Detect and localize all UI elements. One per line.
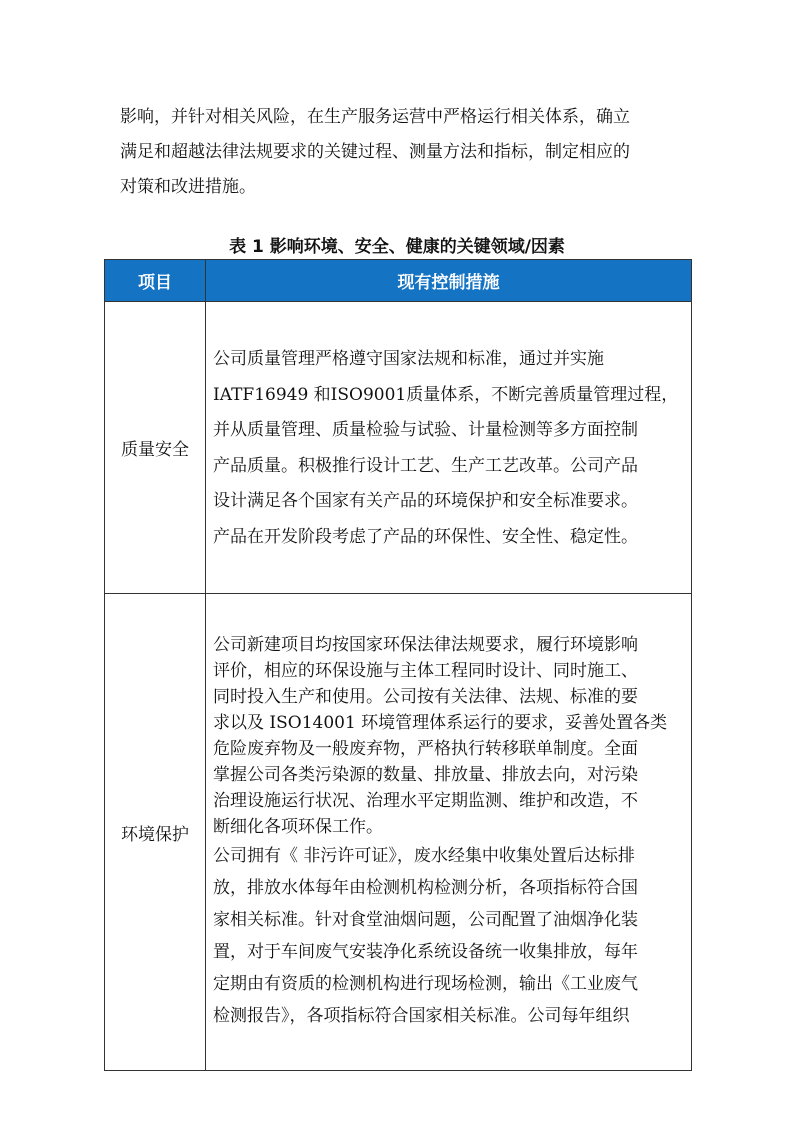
measures-paragraph-a xyxy=(213,632,684,840)
measure-line: 治理设施运行状况、治理水平定期监测、维护和改造，不 xyxy=(213,791,638,811)
header-measures: 现有控制措施 xyxy=(206,260,692,302)
measures-paragraph-b xyxy=(213,840,684,1032)
measure-line: 危险废弃物及一般废弃物，严格执行转移联单制度。全面 xyxy=(213,739,638,759)
table-header-row xyxy=(105,260,692,302)
measure-line: 公司新建项目均按国家环保法律法规要求，履行环境影响 xyxy=(213,635,638,655)
row-item-quality-safety: 质量安全 xyxy=(105,302,206,594)
table-caption: 表 1 影响环境、安全、健康的关键领域/因素 xyxy=(229,237,565,257)
table-row xyxy=(105,302,692,594)
measure-line: 定期由有资质的检测机构进行现场检测，输出《工业废气 xyxy=(213,974,638,994)
measure-line: 设计满足各个国家有关产品的环境保护和安全标准要求。 xyxy=(213,491,638,511)
measure-line: 产品在开发阶段考虑了产品的环保性、安全性、稳定性。 xyxy=(213,526,638,547)
key-areas-table xyxy=(104,259,692,1071)
measure-line: 并从质量管理、质量检验与试验、计量检测等多方面控制 xyxy=(213,420,638,440)
row-measures-environment xyxy=(206,594,692,1071)
header-item: 项目 xyxy=(105,260,206,302)
intro-line: 对策和改进措施。 xyxy=(120,177,256,197)
intro-paragraph xyxy=(120,100,690,205)
measure-line: 求以及 ISO14001 环境管理体系运行的要求，妥善处置各类 xyxy=(213,713,668,733)
measure-line: 放，排放水体每年由检测机构检测分析，各项指标符合国 xyxy=(213,878,638,898)
measure-line: 同时投入生产和使用。公司按有关法律、法规、标准的要 xyxy=(213,687,638,707)
intro-line: 影响，并针对相关风险，在生产服务运营中严格运行相关体系，确立 xyxy=(120,107,630,127)
table-row xyxy=(105,594,692,1071)
intro-line: 满足和超越法律法规要求的关键过程、测量方法和指标，制定相应的 xyxy=(120,142,630,162)
measure-line: 检测报告》，各项指标符合国家相关标准。公司每年组织 xyxy=(213,1006,630,1026)
measure-line: 公司拥有《 非污许可证》，废水经集中收集处置后达标排 xyxy=(213,846,635,866)
measure-line: 置，对于车间废气安装净化系统设备统一收集排放，每年 xyxy=(213,942,638,962)
measure-line: IATF16949 和ISO9001质量体系，不断完善质量管理过程， xyxy=(213,384,679,405)
measure-line: 公司质量管理严格遵守国家法规和标准，通过并实施 xyxy=(213,349,604,369)
row-item-environment: 环境保护 xyxy=(105,594,206,1071)
measure-line: 家相关标准。针对食堂油烟问题，公司配置了油烟净化装 xyxy=(213,910,638,930)
measure-line: 掌握公司各类污染源的数量、排放量、排放去向，对污染 xyxy=(213,765,638,785)
row-measures-quality-safety xyxy=(206,302,692,594)
measure-line: 断细化各项环保工作。 xyxy=(213,817,383,837)
measure-line: 产品质量。积极推行设计工艺、生产工艺改革。公司产品 xyxy=(213,455,638,476)
measure-line: 评价，相应的环保设施与主体工程同时设计、同时施工、 xyxy=(213,661,638,681)
